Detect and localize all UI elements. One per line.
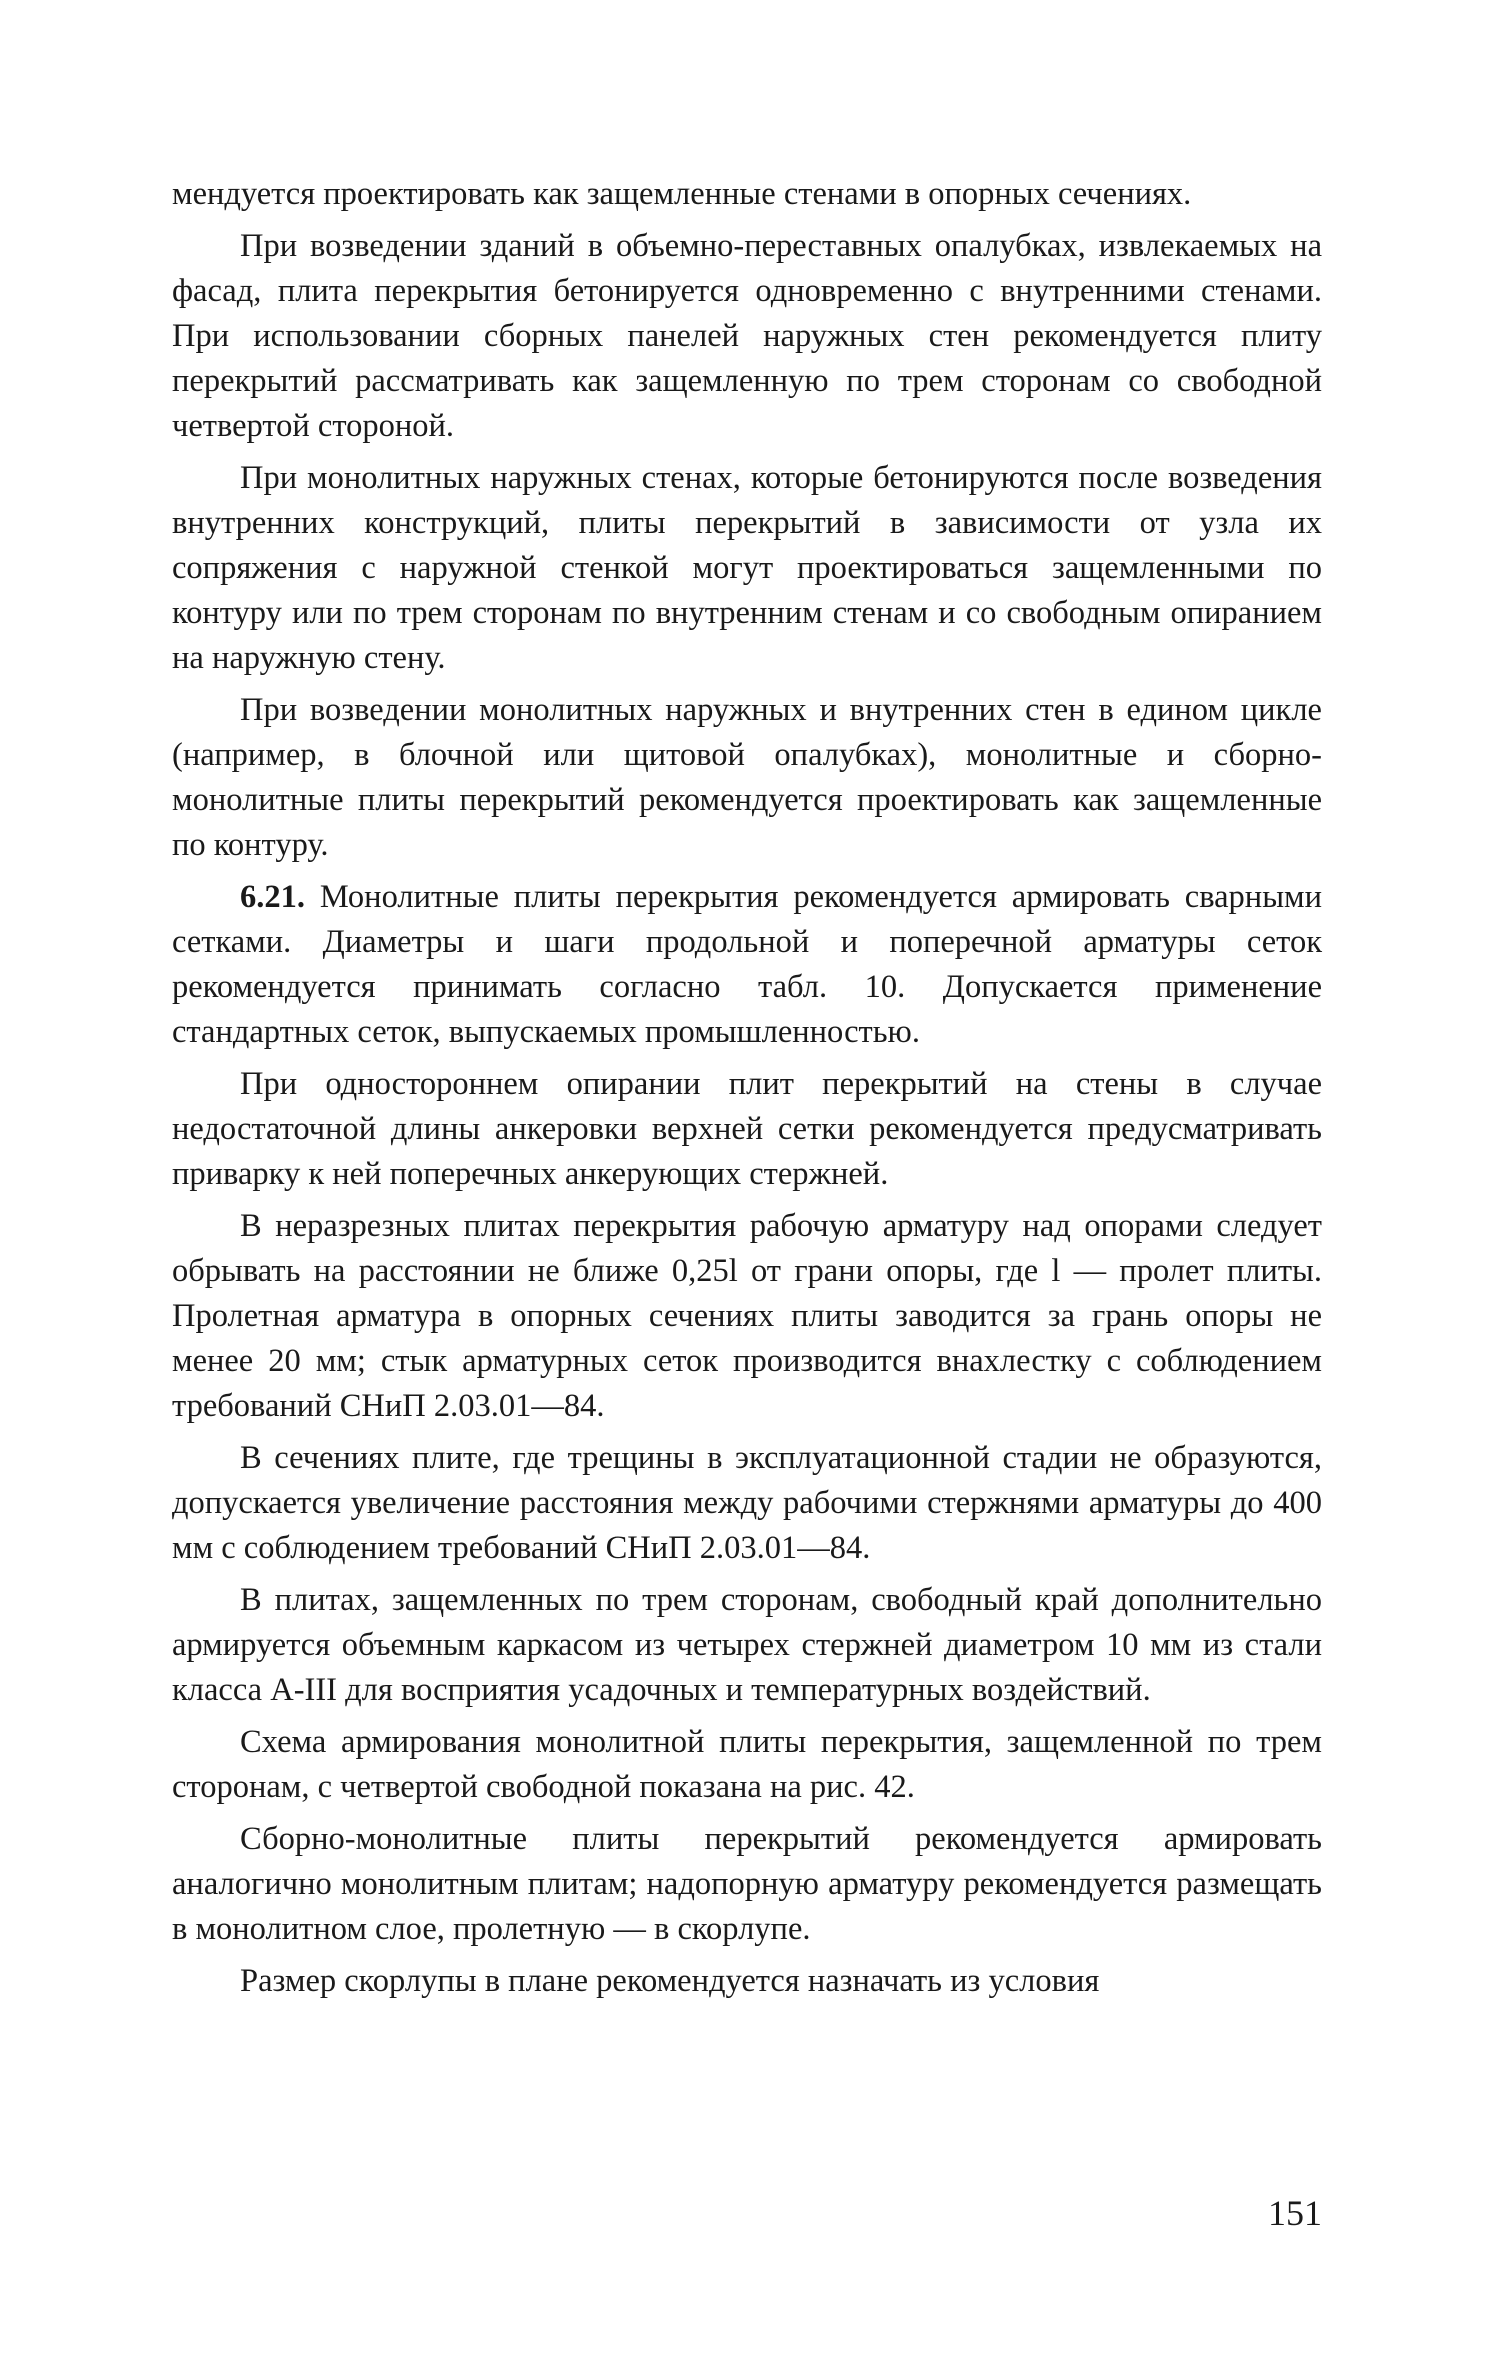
paragraph-three-side-clamped: В плитах, защемленных по трем сторонам, свободный край дополнительно армируется объемным каркасом из четырех стержней диаметром 10 мм из стали класса А-III для восприятия усадочных и температурных воздействий. <box>172 1582 1322 1708</box>
clause-text: Монолитные плиты перекрытия рекомендуется армировать сварными сетками. Диаметры и шаги продольной и поперечной арматуры сеток рекомендуется принимать согласно табл. 10. Допускается применение стандартных сеток, выпускаемых промышленностью. <box>172 879 1322 1050</box>
paragraph-continuous-slabs: В неразрезных плитах перекрытия рабочую арматуру над опорами следует обрывать на расстоянии не ближе 0,25l от грани опоры, где l — пролет плиты. Пролетная арматура в опорных сечениях плиты заводится за грань опоры не менее 20 мм; стык арматурных сеток производится внахлестку с соблюдением требований СНиП 2.03.01—84. <box>172 1208 1322 1424</box>
paragraph-clause-6-21 <box>172 875 1322 1055</box>
paragraph-volumetric-formwork: При возведении зданий в объемно-переставных опалубках, извлекаемых на фасад, плита перекрытия бетонируется одновременно с внутренними стенами. При использовании сборных панелей наружных стен рекомендуется плиту перекрытий рассматривать как защемленную по трем сторонам со свободной четвертой стороной. <box>172 228 1322 444</box>
paragraph-crack-free-sections: В сечениях плите, где трещины в эксплуатационной стадии не образуются, допускается увеличение расстояния между рабочими стержнями арматуры до 400 мм с соблюдением требований СНиП 2.03.01—84. <box>172 1440 1322 1566</box>
page-body <box>172 172 1322 2011</box>
paragraph-continuation: мендуется проектировать как защемленные стенами в опорных сечениях. <box>172 176 1192 212</box>
paragraph-monolithic-outer-walls: При монолитных наружных стенах, которые бетонируются после возведения внутренних конструкций, плиты перекрытий в зависимости от узла их сопряжения с наружной стенкой могут проектироваться защемленными по контуру или по трем сторонам по внутренним стенам и со свободным опиранием на наружную стену. <box>172 460 1322 676</box>
paragraph-single-cycle: При возведении монолитных наружных и внутренних стен в едином цикле (например, в блочной или щитовой опалубках), монолитные и сборно-монолитные плиты перекрытий рекомендуется проектировать как защемленные по контуру. <box>172 692 1322 863</box>
paragraph-reinforcement-scheme: Схема армирования монолитной плиты перекрытия, защемленной по трем сторонам, с четвертой свободной показана на рис. 42. <box>172 1724 1322 1805</box>
page-number: 151 <box>1268 2193 1322 2233</box>
clause-number: 6.21. <box>240 879 305 915</box>
paragraph-shell-size: Размер скорлупы в плане рекомендуется назначать из условия <box>240 1963 1100 1999</box>
paragraph-precast-monolithic: Сборно-монолитные плиты перекрытий рекомендуется армировать аналогично монолитным плитам; надопорную арматуру рекомендуется размещать в монолитном слое, пролетную — в скорлупе. <box>172 1821 1322 1947</box>
paragraph-one-sided-support: При одностороннем опирании плит перекрытий на стены в случае недостаточной длины анкеровки верхней сетки рекомендуется предусматривать приварку к ней поперечных анкерующих стержней. <box>172 1066 1322 1192</box>
